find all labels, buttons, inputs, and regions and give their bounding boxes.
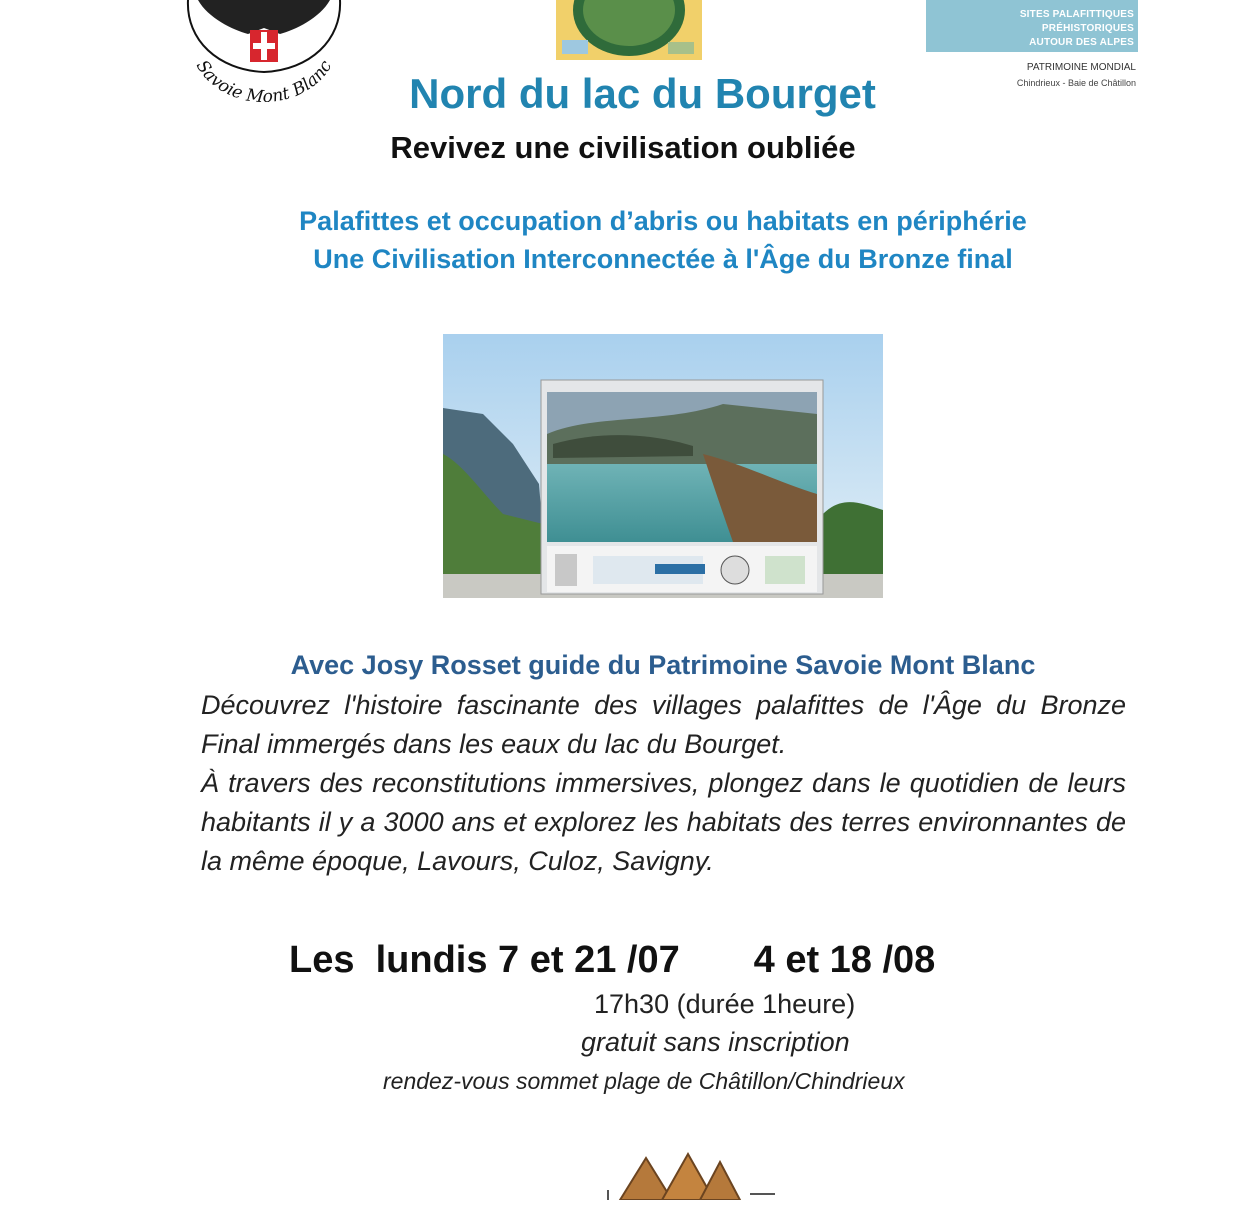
event-dates: Les lundis 7 et 21 /07 4 et 18 /08 [289, 939, 936, 981]
event-time: 17h30 (durée 1heure) [594, 989, 856, 1019]
theme-line-1: Palafittes et occupation d’abris ou habitats en périphérie [299, 206, 1027, 236]
unesco-heritage-label: PATRIMOINE MONDIAL [1026, 62, 1136, 73]
heritage-badge-logo [556, 0, 702, 60]
description [201, 686, 1126, 881]
unesco-band: SITES PALAFITTIQUES PRÉHISTORIQUES AUTOUR DES ALPES [926, 0, 1138, 52]
savoie-logo-text: Savoie Mont Blanc [191, 56, 337, 102]
page-subtitle: Revivez une civilisation oubliée [390, 130, 856, 165]
unesco-location-label: Chindrieux - Baie de Châtillon [1016, 78, 1136, 88]
meeting-point: rendez-vous sommet plage de Châtillon/Chindrieux [383, 1068, 905, 1094]
guide-line: Avec Josy Rosset guide du Patrimoine Savoie Mont Blanc [290, 650, 1036, 680]
lake-panel-photo [443, 334, 883, 598]
description-paragraph-2: À travers des reconstitutions immersives, plongez dans le quotidien de leurs habitants il y a 3000 ans et explorez les habitats des terres environnantes de la même époque, Lavours, Culoz, Savigny. [201, 768, 1126, 876]
theme-line-2: Une Civilisation Interconnectée à l'Âge du Bronze final [313, 244, 1013, 274]
description-paragraph-1: Découvrez l'histoire fascinante des villages palafittes de l'Âge du Bronze Final immergés dans les eaux du lac du Bourget. [201, 690, 1126, 759]
page-title: Nord du lac du Bourget [409, 70, 876, 117]
stilt-house-icon [600, 1150, 780, 1200]
event-price: gratuit sans inscription [581, 1027, 850, 1057]
